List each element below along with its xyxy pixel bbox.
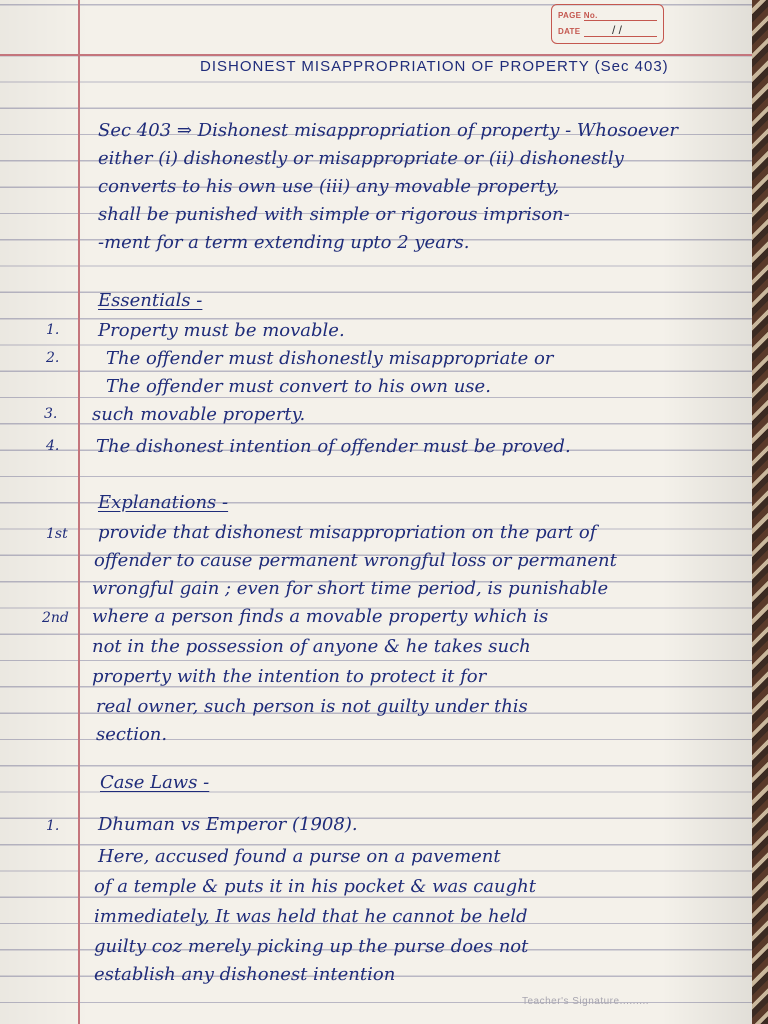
list-number: 1. [46,322,60,338]
explanation-line: section. [96,724,168,745]
page-number-rule [584,20,657,21]
list-number: 1st [46,526,68,542]
left-margin-line [78,0,80,1024]
list-number: 3. [44,406,58,422]
essential-item: The offender must dishonestly misappropriate or [106,348,554,369]
page-date-box [551,4,664,44]
date-label: DATE [558,27,581,36]
definition-line: either (i) dishonestly or misappropriate or (ii) dishonestly [98,148,624,169]
explanation-line: offender to cause permanent wrongful loss or permanent [94,550,617,571]
case-line: immediately, It was held that he cannot be held [94,906,528,927]
explanation-line: property with the intention to protect it for [92,666,487,687]
case-laws-heading: Case Laws - [100,772,210,793]
definition-line: converts to his own use (iii) any movable property, [98,176,560,197]
case-line: establish any dishonest intention [94,964,396,985]
list-number: 4. [46,438,60,454]
list-number: 2nd [42,610,69,626]
list-number: 1. [46,818,60,834]
top-margin-line [0,54,752,56]
background-fabric [752,0,768,1024]
essential-item: such movable property. [92,404,306,425]
essentials-heading: Essentials - [98,290,203,311]
case-title: Dhuman vs Emperor (1908). [98,814,358,835]
explanation-line: where a person finds a movable property which is [92,606,549,627]
list-number: 2. [46,350,60,366]
explanation-line: wrongful gain ; even for short time period, is punishable [92,578,609,599]
essential-item: The dishonest intention of offender must be proved. [96,436,571,457]
date-value: / / [612,23,623,37]
case-line: of a temple & puts it in his pocket & was caught [94,876,536,897]
explanation-line: provide that dishonest misappropriation on the part of [98,522,597,543]
case-line: guilty coz merely picking up the purse does not [94,936,529,957]
page-number-label: PAGE No. [558,11,598,20]
explanation-line: not in the possession of anyone & he takes such [92,636,531,657]
definition-line: Sec 403 ⇒ Dishonest misappropriation of property - Whosoever [98,120,678,141]
page-title: DISHONEST MISAPPROPRIATION OF PROPERTY (Sec 403) [200,58,669,75]
essential-item: The offender must convert to his own use. [106,376,491,397]
explanations-heading: Explanations - [98,492,229,513]
definition-line: -ment for a term extending upto 2 years. [98,232,470,253]
definition-line: shall be punished with simple or rigorous imprison- [98,204,570,225]
explanation-line: real owner, such person is not guilty under this [96,696,528,717]
teacher-signature-label: Teacher's Signature......... [522,996,650,1007]
case-line: Here, accused found a purse on a pavement [98,846,501,867]
essential-item: Property must be movable. [98,320,345,341]
